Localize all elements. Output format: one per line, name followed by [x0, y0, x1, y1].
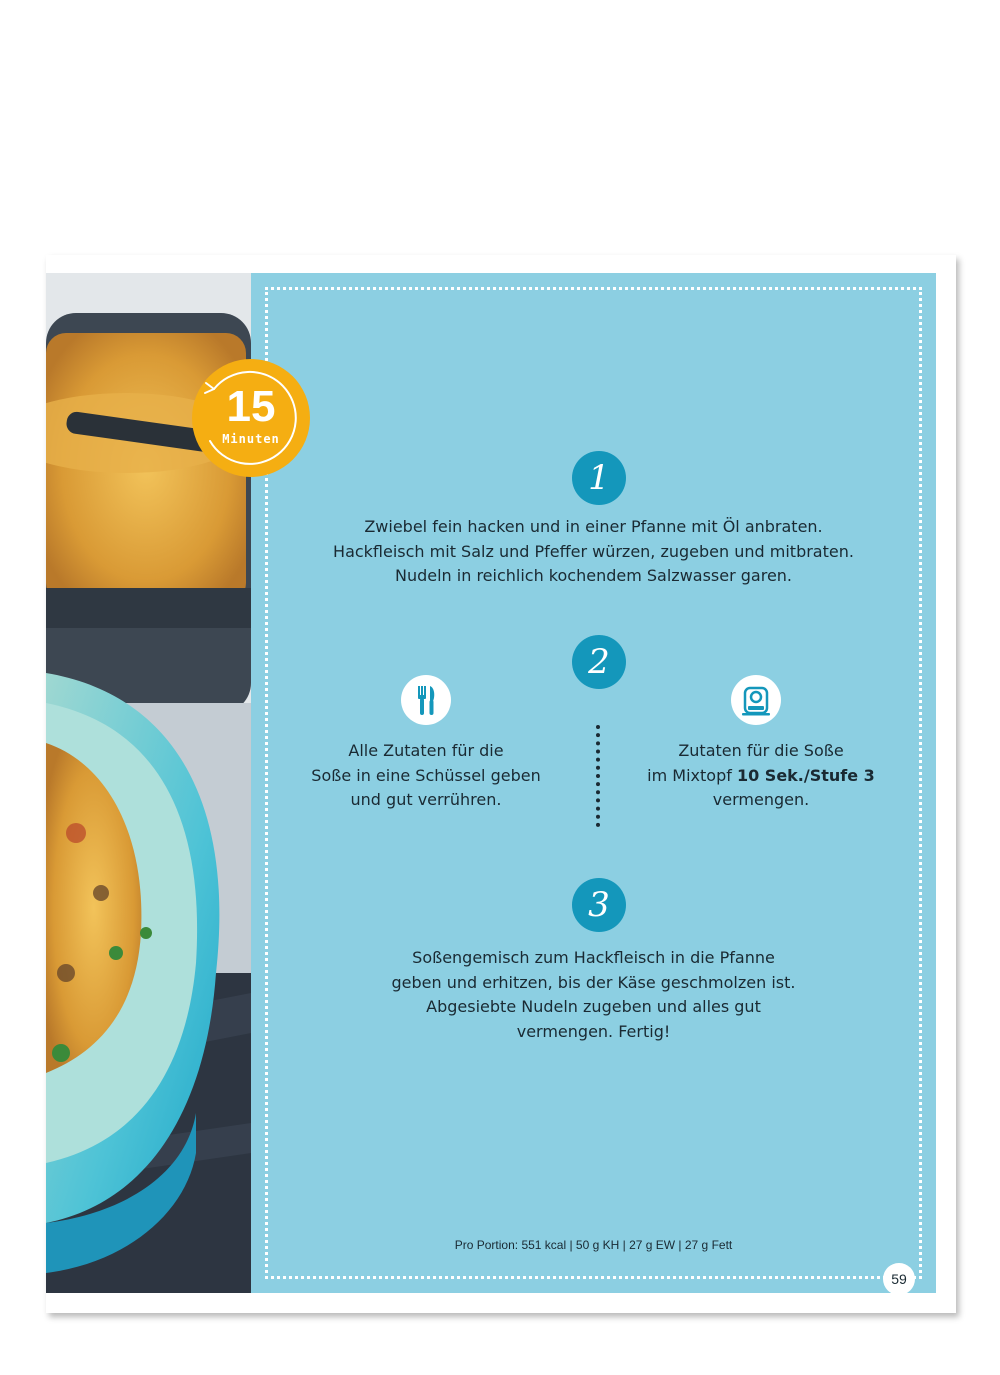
step-1-number: 1 — [588, 458, 610, 498]
step-3-number: 3 — [588, 885, 610, 925]
options-divider — [596, 725, 600, 827]
cutlery-icon — [401, 675, 451, 725]
step-2-manual-text: Alle Zutaten für die Soße in eine Schüssel geben und gut verrühren. — [311, 741, 541, 809]
nutrition-info: Pro Portion: 551 kcal | 50 g KH | 27 g EW | 27 g Fett — [454, 1238, 733, 1252]
step-2-badge — [572, 635, 626, 689]
time-badge — [192, 359, 310, 477]
step-2-machine-text-b: vermengen. — [712, 790, 810, 809]
step-1-text: Zwiebel fein hacken und in einer Pfanne mit Öl anbraten. Hackfleisch mit Salz und Pfeffer würzen, zugeben und mitbraten. Nudeln in reichlich kochendem Salzwasser garen. — [333, 517, 854, 585]
step-2-number: 2 — [588, 642, 610, 682]
step-1-badge — [572, 451, 626, 505]
step-3-text: Soßengemisch zum Hackfleisch in die Pfanne geben und erhitzen, bis der Käse geschmolzen ist. Abgesiebte Nudeln zugeben und alles gut vermengen. Fertig! — [391, 948, 796, 1041]
step-2-machine-text-a: Zutaten für die Soße im Mixtopf — [647, 741, 844, 785]
thermomix-icon — [731, 675, 781, 725]
time-unit: Minuten — [222, 432, 280, 446]
step-2-machine-text — [626, 739, 896, 813]
time-number: 15 — [226, 382, 276, 431]
recipe-page — [46, 255, 956, 1313]
instruction-panel — [251, 273, 936, 1293]
step-2-machine-setting: 10 Sek./Stufe 3 — [736, 765, 875, 785]
step-3-badge — [572, 878, 626, 932]
page-number: 59 — [883, 1263, 915, 1295]
